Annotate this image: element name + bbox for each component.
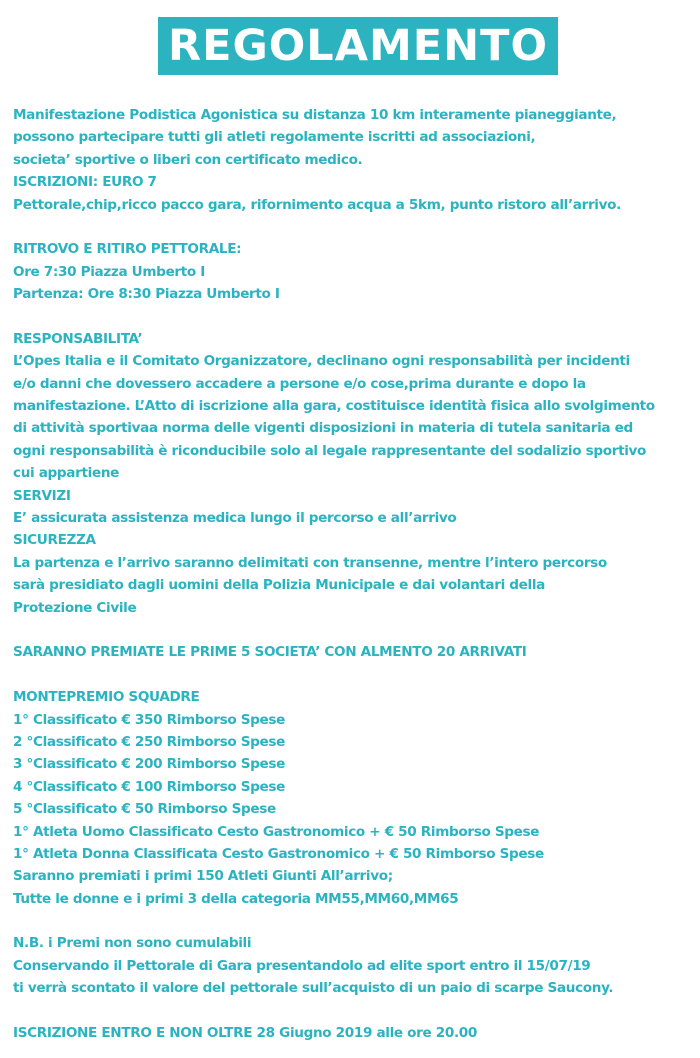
text-line: RESPONSABILITA’ [13, 330, 143, 347]
text-line: societa’ sportive o liberi con certificato medico. [13, 151, 363, 168]
text-line: 2 °Classificato € 250 Rimborso Spese [13, 733, 285, 750]
text-line: MONTEPREMIO SQUADRE [13, 689, 200, 706]
text-line: SARANNO PREMIATE LE PRIME 5 SOCIETA’ CON ALMENTO 20 ARRIVATI [13, 644, 527, 661]
blank-line [13, 1000, 697, 1022]
blank-line [13, 664, 697, 686]
text-line: ISCRIZIONI: EURO 7 [13, 174, 157, 191]
text-line: Partenza: Ore 8:30 Piazza Umberto I [13, 286, 280, 303]
text-line: Protezione Civile [13, 599, 137, 616]
text-line: SICUREZZA [13, 532, 96, 549]
blank-line [13, 910, 697, 932]
text-line: 1° Atleta Uomo Classificato Cesto Gastronomico + € 50 Rimborso Spese [13, 823, 540, 840]
text-line: cui appartiene [13, 465, 120, 482]
text-line: manifestazione. L’Atto di iscrizione alla gara, costituisce identità fisica allo svolgimento [13, 398, 655, 415]
text-line: Saranno premiati i primi 150 Atleti Giunti All’arrivo; [13, 868, 393, 885]
text-line: RITROVO E RITIRO PETTORALE: [13, 241, 242, 258]
regulation-text [13, 104, 697, 1044]
text-line: ogni responsabilità è riconducibile solo al legale rappresentante del sodalizio sportivo [13, 442, 647, 459]
text-line: possono partecipare tutti gli atleti regolamente iscritti ad associazioni, [13, 129, 536, 146]
text-line: 3 °Classificato € 200 Rimborso Spese [13, 756, 285, 773]
text-line: Conservando il Pettorale di Gara presentandolo ad elite sport entro il 15/07/19 [13, 957, 591, 974]
text-line: ISCRIZIONE ENTRO E NON OLTRE 28 Giugno 2019 alle ore 20.00 [13, 1025, 478, 1042]
text-line: N.B. i Premi non sono cumulabili [13, 935, 252, 952]
blank-line [13, 216, 697, 238]
text-line: 5 °Classificato € 50 Rimborso Spese [13, 801, 276, 818]
text-line: L’Opes Italia e il Comitato Organizzatore, declinano ogni responsabilità per incidenti [13, 353, 630, 370]
text-line: e/o danni che dovessero accadere a persone e/o cose,prima durante e dopo la [13, 375, 586, 392]
text-line: Ore 7:30 Piazza Umberto I [13, 263, 206, 280]
title-banner [158, 17, 558, 75]
text-line: di attività sportivaa norma delle vigenti disposizioni in materia di tutela sanitaria ed [13, 420, 633, 437]
text-line: ti verrà scontato il valore del pettorale sull’acquisto di un paio di scarpe Saucony. [13, 980, 614, 997]
text-line: E’ assicurata assistenza medica lungo il percorso e all’arrivo [13, 510, 457, 527]
text-line: SERVIZI [13, 487, 71, 504]
text-line: 1° Classificato € 350 Rimborso Spese [13, 711, 285, 728]
blank-line [13, 306, 697, 328]
text-line: sarà presidiato dagli uomini della Polizia Municipale e dai volantari della [13, 577, 545, 594]
blank-line [13, 619, 697, 641]
text-line: Manifestazione Podistica Agonistica su distanza 10 km interamente pianeggiante, [13, 107, 617, 123]
page-title: REGOLAMENTO [167, 21, 549, 71]
text-line: Pettorale,chip,ricco pacco gara, rifornimento acqua a 5km, punto ristoro all’arrivo. [13, 196, 621, 213]
text-line: Tutte le donne e i primi 3 della categoria MM55,MM60,MM65 [13, 890, 459, 907]
text-line: La partenza e l’arrivo saranno delimitati con transenne, mentre l’intero percorso [13, 554, 607, 571]
text-line: 4 °Classificato € 100 Rimborso Spese [13, 778, 285, 795]
text-line: 1° Atleta Donna Classificata Cesto Gastronomico + € 50 Rimborso Spese [13, 845, 544, 862]
